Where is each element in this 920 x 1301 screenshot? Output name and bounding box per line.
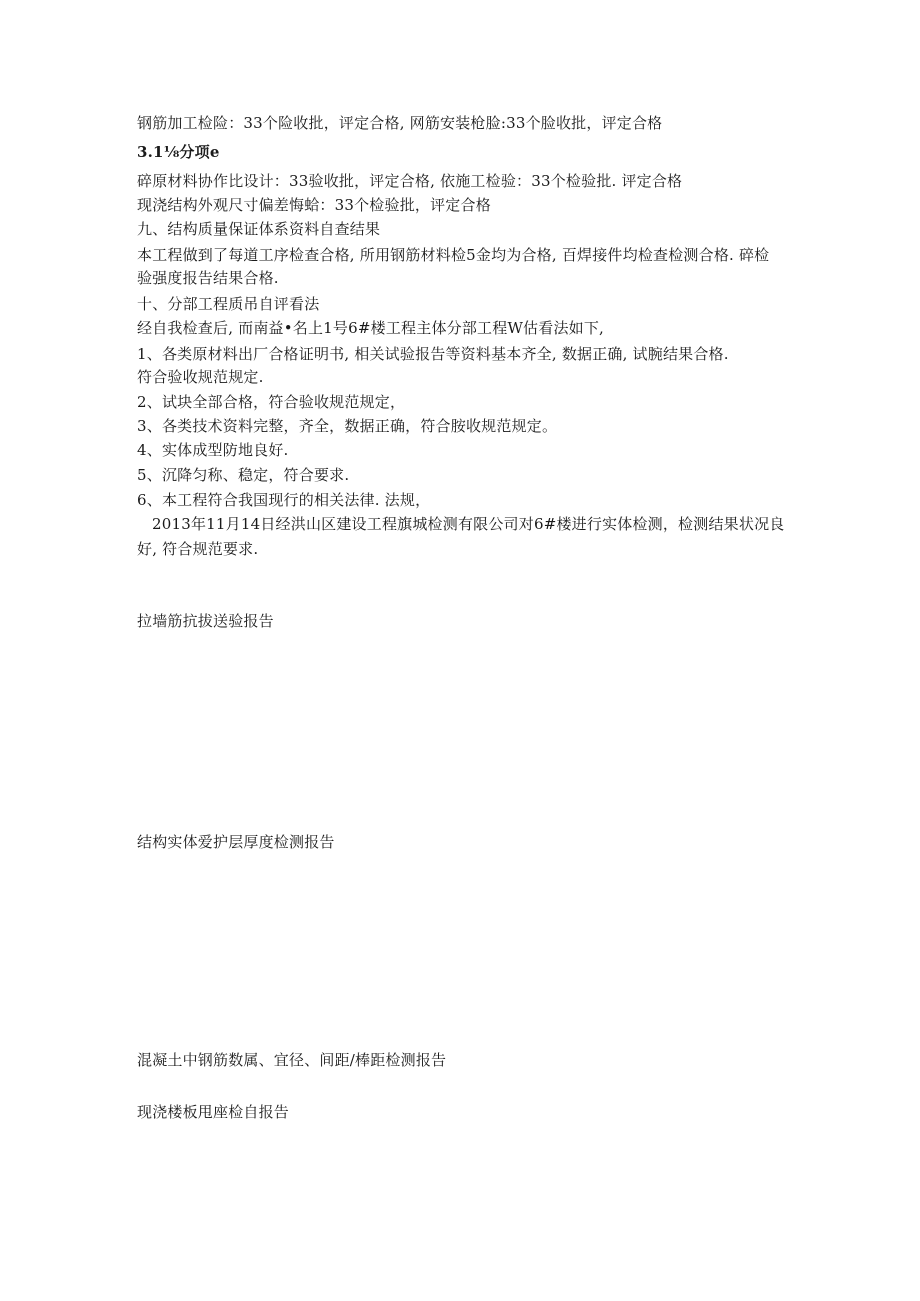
list-item-4: 4、实体成型防地良好.	[137, 441, 289, 459]
text-line-quality-result-1: 本工程做到了每道工序检查合格, 所用钢筋材料检5金均为合格, 百焊接件均检查检测合格. 碎检	[137, 246, 770, 264]
text-line-quality-result-2: 验强度报告结果合格.	[137, 269, 279, 287]
list-item-1-cont: 符合验收规范规定.	[137, 368, 264, 386]
list-item-2: 2、试块全部合格，符合验收规范规定，	[137, 393, 406, 411]
text-line-self-assessment: 经自我检查后, 而南益•名上1号6#楼工程主体分部工程W估看法如下,	[137, 319, 605, 337]
text-line-inspection-date: 2013年11月14日经洪山区建设工程旗城检测有限公司对6#楼进行实体检测，检测结果状况良	[152, 515, 785, 533]
section-heading-10: 十、分部工程质吊自评看法	[137, 295, 320, 313]
section-heading-3-1: 3.1⅛分项e	[137, 143, 220, 161]
report-title-cover-thickness: 结构实体爱护层厚度检测报告	[137, 833, 335, 851]
list-item-5: 5、沉降匀称、稳定，符合要求.	[137, 466, 350, 484]
report-title-pull-test: 拉墙筋抗拔送验报告	[137, 612, 274, 630]
list-item-6: 6、本工程符合我国现行的相关法律. 法规，	[137, 491, 431, 509]
list-item-3: 3、各类技术资料完整，齐全，数据正确，符合胺收规范规定。	[137, 417, 558, 435]
text-line-appearance: 现浇结构外观尺寸偏差悔蛤：33个检验批，评定合格	[137, 196, 491, 214]
report-title-rebar-spacing: 混凝土中钢筋数属、宜径、间距/棒距检测报告	[137, 1051, 447, 1069]
report-title-slab-thickness: 现浇楼板甩座检自报告	[137, 1103, 290, 1121]
text-line-material-mix: 碎原材料协作比设计：33验收批，评定合格, 依施工检验：33个检验批. 评定合格	[137, 172, 683, 190]
list-item-1: 1、各类原材料出厂合格证明书, 相关试验报告等资料基本齐全, 数据正确, 试腕结果合格.	[137, 345, 729, 363]
section-heading-9: 九、结构质量保证体系资料自查结果	[137, 220, 381, 238]
text-line-inspection-date-cont: 好, 符合规范要求.	[137, 540, 259, 558]
text-line-rebar-inspection: 钢筋加工检险：33个险收批，评定合格, 网筋安装枪脸:33个脸收批，评定合格	[137, 114, 663, 132]
